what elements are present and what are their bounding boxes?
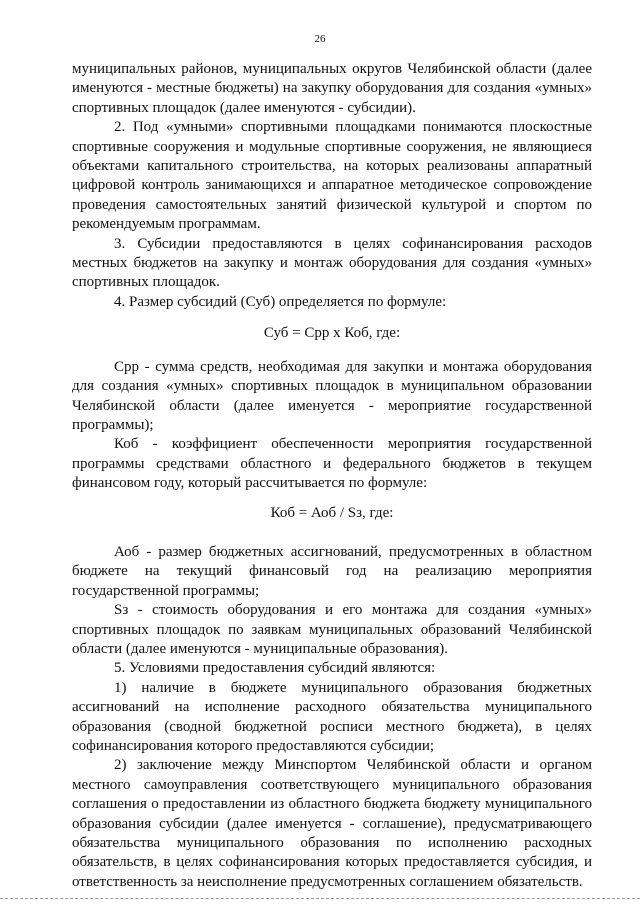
formula-coefficient: Коб = Аоб / Sз, где: (270, 504, 394, 521)
paragraph-kob-definition: Коб - коэффициент обеспеченности мероприятия государственной программы средствами областного и федерального бюджетов в текущем финансовом году, который рассчитывается по формуле: (72, 436, 592, 492)
paragraph-condition-1: 1) наличие в бюджете муниципального образования бюджетных ассигнований на исполнение расходного обязательства муниципального образования (сводной бюджетной росписи местного бюджета), в целях софинансирования которого предоставляются субсидии; (72, 679, 592, 754)
paragraph-item-5: 5. Условиями предоставления субсидий являются: (114, 660, 436, 677)
page-number: 26 (314, 33, 326, 45)
paragraph-item-2: 2. Под «умными» спортивными площадками понимаются плоскостные спортивные сооружения и модульные спортивные сооружения, не являющиеся объектами капитального строительства, на которых реализованы аппаратный цифровой контроль занимающихся и аппаратное методическое сопровождение проведения самостоятельных занятий физической культурой и спортом по рекомендуемым программам. (72, 119, 592, 233)
paragraph-continuation: муниципальных районов, муниципальных округов Челябинской области (далее именуются - местные бюджеты) на закупку оборудования для создания «умных» спортивных площадок (далее именуются - субсидии). (72, 61, 592, 116)
paragraph-srr-definition: Срр - сумма средств, необходимая для закупки и монтажа оборудования для создания «умных» спортивных площадок в муниципальном образовании Челябинской области (далее именуется - мероприятие государственной программы); (72, 358, 592, 433)
document-body (72, 60, 592, 892)
paragraph-sz-definition: Sз - стоимость оборудования и его монтажа для создания «умных» спортивных площадок по заявкам муниципальных образований Челябинской области (далее именуются - муниципальные образования). (72, 602, 592, 657)
paragraph-item-3: 3. Субсидии предоставляются в целях софинансирования расходов местных бюджетов на закупку и монтаж оборудования для создания «умных» спортивных площадок. (72, 235, 592, 291)
paragraph-item-4: 4. Размер субсидий (Суб) определяется по формуле: (114, 293, 447, 310)
paragraph-condition-2: 2) заключение между Минспортом Челябинской области и органом местного самоуправления соответствующего муниципального образования соглашения о предоставлении из областного бюджета бюджету муниципального образования субсидии (далее именуется - соглашение), предусматривающего обязательства муниципального образования по исполнению расходных обязательств, в целях софинансирования которых предоставляется субсидия, и ответственность за неисполнение предусмотренных соглашением обязательств. (72, 757, 592, 890)
formula-subsidy: Суб = Срр x Коб, где: (263, 325, 401, 342)
page-bottom-divider (0, 898, 640, 899)
paragraph-aob-definition: Аоб - размер бюджетных ассигнований, предусмотренных в областном бюджете на текущий финансовый год на реализацию мероприятия государственной программы; (72, 543, 592, 599)
